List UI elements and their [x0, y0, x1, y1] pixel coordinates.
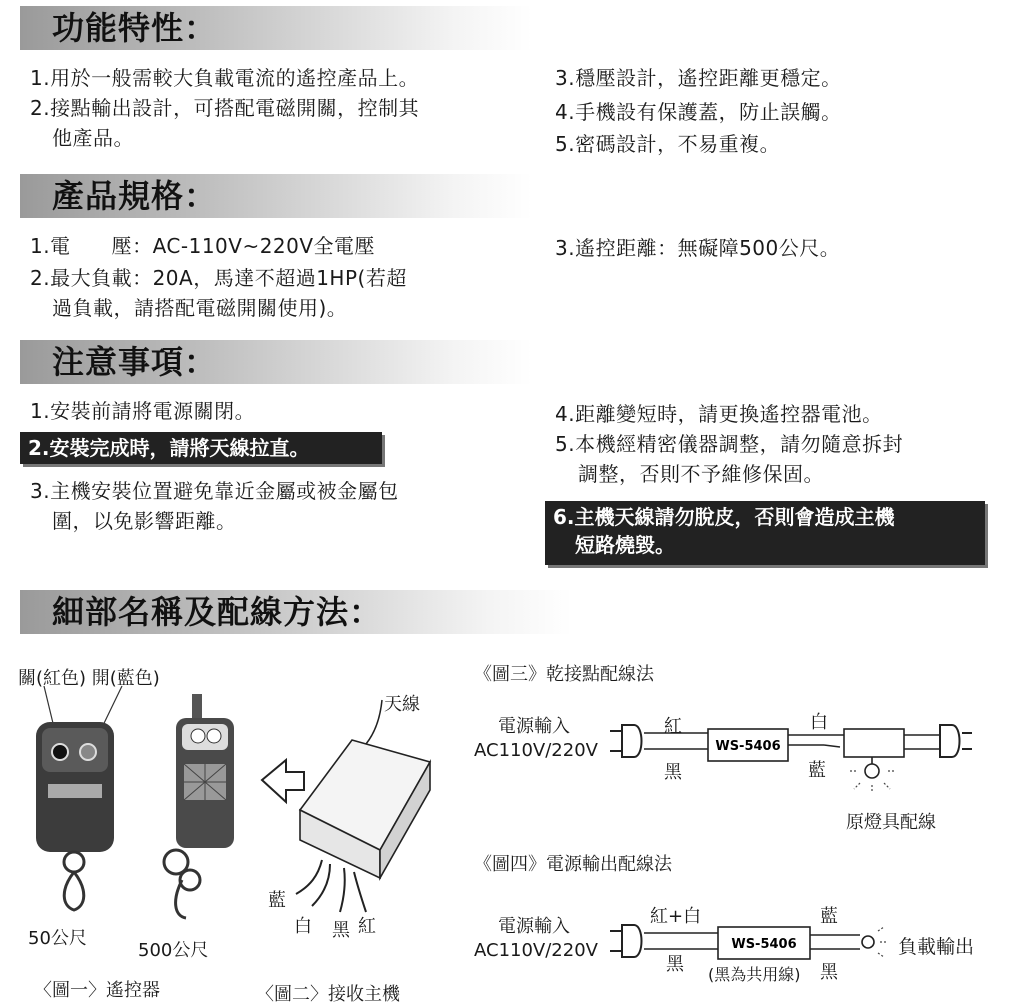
specs-heading: 產品規格：: [20, 174, 532, 218]
fig3-voltage: AC110V/220V: [474, 740, 598, 761]
figure-2-caption: 〈圖二〉接收主機: [256, 984, 400, 1005]
fig3-blue-label: 藍: [808, 760, 826, 781]
fig3-caption: 原燈具配線: [846, 812, 936, 833]
note-item-5-cont: 調整，否則不予維修保固。: [578, 462, 824, 486]
fig3-white-label: 白: [810, 712, 828, 733]
note-item-1: 1.安裝前請將電源關閉。: [30, 399, 256, 423]
notes-heading: 注意事項：: [20, 340, 532, 384]
feature-item-3: 3.穩壓設計，遙控距離更穩定。: [555, 66, 842, 90]
figure-3-title: 《圖三》乾接點配線法: [474, 664, 654, 685]
feature-item-4: 4.手機設有保護蓋，防止誤觸。: [555, 100, 842, 124]
figure-1-caption: 〈圖一〉遙控器: [34, 980, 160, 1001]
fig4-common-label: (黑為共用線): [708, 965, 801, 984]
receiver-unit-icon: [296, 700, 430, 912]
wire-black-label: 黑: [332, 920, 350, 941]
fig4-voltage: AC110V/220V: [474, 940, 598, 961]
range-50m-label: 50公尺: [28, 928, 87, 949]
note-item-5: 5.本機經精密儀器調整，請勿隨意拆封: [555, 432, 904, 456]
fig4-blue-label: 藍: [820, 906, 838, 927]
spec-item-1: 1.電 壓：AC-110V~220V全電壓: [30, 234, 376, 258]
note-item-6-line2: 短路燒毀。: [575, 533, 675, 557]
spec-item-2: 2.最大負載：20A，馬達不超過1HP(若超: [30, 266, 407, 290]
feature-item-1: 1.用於一般需較大負載電流的遙控產品上。: [30, 66, 420, 90]
fig3-module-label: WS-5406: [715, 739, 781, 754]
fig4-black-2-label: 黑: [820, 962, 838, 983]
fig3-power-input: 電源輸入: [498, 716, 570, 737]
arrow-left-icon: [262, 760, 304, 802]
fig4-black-label: 黑: [666, 954, 684, 975]
note-item-2-highlight: 2.安裝完成時，請將天線拉直。: [20, 432, 382, 464]
long-range-remote-icon: [164, 694, 234, 918]
wiring-heading: 細部名稱及配線方法：: [20, 590, 572, 634]
feature-item-2: 2.接點輸出設計，可搭配電磁開關，控制其: [30, 96, 420, 120]
wire-white-label: 白: [294, 916, 312, 937]
note-item-3: 3.主機安裝位置避免靠近金屬或被金屬包: [30, 479, 399, 503]
figure-4-diagram: [600, 915, 900, 975]
wire-blue-label: 藍: [268, 890, 286, 911]
note-item-4: 4.距離變短時，請更換遙控器電池。: [555, 402, 883, 426]
bulb-icon: [865, 764, 879, 778]
devices-illustration: [0, 680, 460, 1008]
fig4-module-label: WS-5406: [731, 937, 797, 952]
fig4-red-white-label: 紅+白: [650, 906, 702, 927]
remote-button-labels: 關(紅色) 開(藍色): [18, 668, 160, 689]
feature-item-5: 5.密碼設計，不易重複。: [555, 132, 781, 156]
note-item-6-highlight: [545, 501, 985, 565]
spec-item-2-cont: 過負載，請搭配電磁開關使用)。: [52, 296, 348, 320]
feature-item-2-cont: 他產品。: [52, 126, 134, 150]
note-item-6-line1: 6.主機天線請勿脫皮，否則會造成主機: [553, 505, 895, 529]
small-remote-icon: [36, 722, 114, 910]
fig3-red-label: 紅: [664, 716, 682, 737]
figure-4-title: 《圖四》電源輸出配線法: [474, 854, 672, 875]
load-bulb-icon: [862, 936, 874, 948]
figure-3-diagram: [600, 705, 980, 815]
spec-item-3: 3.遙控距離：無礙障500公尺。: [555, 236, 841, 260]
fig3-black-label: 黑: [664, 762, 682, 783]
fig4-power-input: 電源輸入: [498, 916, 570, 937]
antenna-label: 天線: [384, 694, 420, 715]
fig4-load-output: 負載輸出: [898, 936, 975, 958]
range-500m-label: 500公尺: [138, 940, 209, 961]
note-item-3-cont: 圍，以免影響距離。: [52, 509, 237, 533]
wire-red-label: 紅: [358, 916, 376, 937]
features-heading: 功能特性：: [20, 6, 532, 50]
